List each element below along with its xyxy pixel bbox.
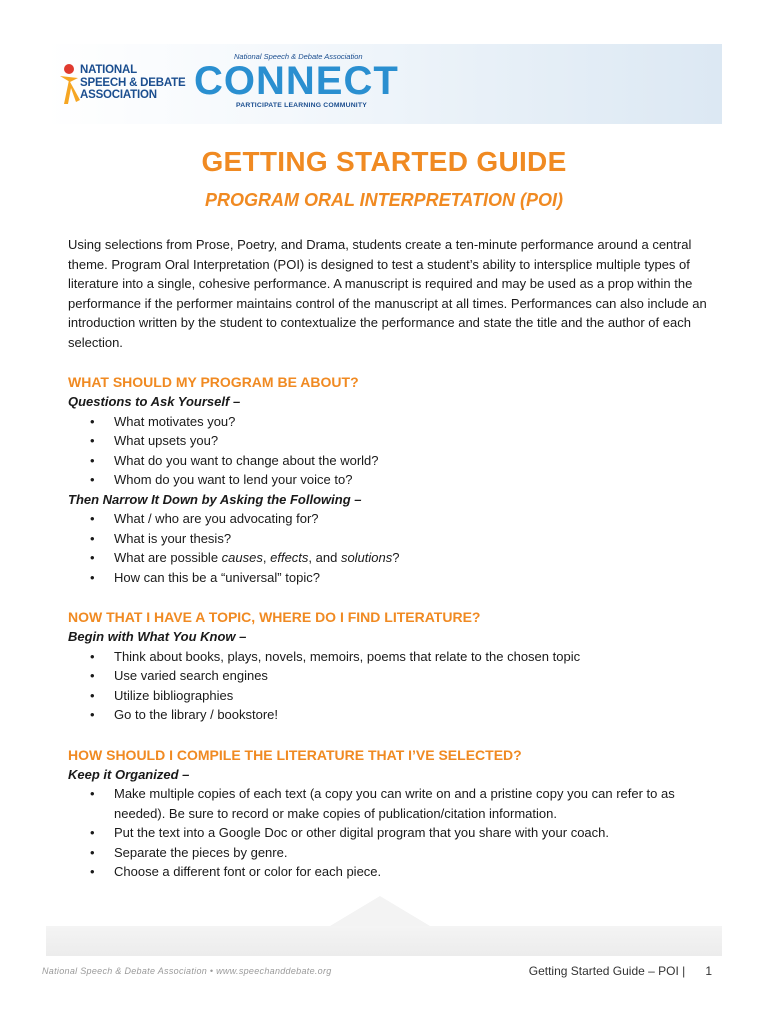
- connect-tagline: National Speech & Debate Association: [234, 52, 363, 61]
- nsda-line-1: NATIONAL: [80, 64, 137, 76]
- list-item: • What motivates you?: [114, 412, 708, 432]
- list-item: • Make multiple copies of each text (a copy you can write on and a pristine copy you can refer to as needed). Be sure to record or make copies of publication/citation information.: [114, 784, 708, 823]
- list-item: • What / who are you advocating for?: [114, 509, 708, 529]
- list-item: • Separate the pieces by genre.: [114, 843, 708, 863]
- group-label: Keep it Organized –: [68, 766, 190, 782]
- nsda-line-2: SPEECH & DEBATE: [80, 76, 186, 89]
- list-item: • What do you want to change about the world?: [114, 451, 708, 471]
- page-title: GETTING STARTED GUIDE: [201, 146, 567, 177]
- list-item: • Utilize bibliographies: [114, 686, 708, 706]
- list-item: • Use varied search engines: [114, 666, 708, 686]
- connect-wordmark: CONNECT: [194, 59, 399, 103]
- list-item: • Go to the library / bookstore!: [114, 705, 708, 725]
- intro-paragraph: Using selections from Prose, Poetry, and Drama, students create a ten-minute performance around a central theme. Program Oral Interpretation (POI) is designed to test a student’s ability to intersplice multiple types of literature into a single, cohesive performance. A manuscript is required and may be used as a prop within the performance if the performer maintains control of the manuscript at all times. Performances can also include an introduction written by the student to contextualize the performance and state the title and the author of each selection.: [68, 237, 707, 350]
- connect-subline: PARTICIPATE LEARNING COMMUNITY: [236, 102, 367, 109]
- nsda-figure-icon: [56, 62, 82, 106]
- footer-band: [46, 926, 722, 956]
- footer-organization: National Speech & Debate Association • www.speechanddebate.org: [42, 966, 332, 976]
- footer-guide-label: Getting Started Guide – POI |: [528, 964, 686, 978]
- footer-chevron-decoration: [330, 876, 430, 926]
- list-item: • Whom do you want to lend your voice to?: [114, 470, 708, 490]
- list-item: • How can this be a “universal” topic?: [114, 568, 708, 588]
- bullet-list: [68, 647, 708, 725]
- document-body: [68, 235, 708, 882]
- bullet-list: [68, 784, 708, 882]
- list-item: • Put the text into a Google Doc or other digital program that you share with your coach.: [114, 823, 708, 843]
- header-banner: [46, 44, 722, 124]
- nsda-wordmark: [80, 64, 185, 102]
- bullet-list: [68, 509, 708, 587]
- list-item: • What are possible causes, effects, and solutions?: [114, 548, 708, 568]
- bullet-list: [68, 412, 708, 490]
- list-item: • Choose a different font or color for each piece.: [114, 862, 708, 882]
- list-item: • What is your thesis?: [114, 529, 708, 549]
- group-label: Begin with What You Know –: [68, 629, 247, 644]
- section-heading-literature: NOW THAT I HAVE A TOPIC, WHERE DO I FIND LITERATURE?: [68, 609, 481, 625]
- nsda-line-3: ASSOCIATION: [80, 89, 157, 101]
- connect-logo: [194, 52, 404, 116]
- footer-page-info: [529, 964, 712, 978]
- group-label: Then Narrow It Down by Asking the Following –: [68, 491, 362, 507]
- list-item: • What upsets you?: [114, 431, 708, 451]
- group-label: Questions to Ask Yourself –: [68, 394, 241, 409]
- page-subtitle: PROGRAM ORAL INTERPRETATION (POI): [205, 190, 563, 210]
- page-number: 1: [705, 964, 712, 978]
- section-heading-program: WHAT SHOULD MY PROGRAM BE ABOUT?: [68, 374, 359, 390]
- section-heading-compile: HOW SHOULD I COMPILE THE LITERATURE THAT I’VE SELECTED?: [68, 746, 522, 763]
- list-item: • Think about books, plays, novels, memoirs, poems that relate to the chosen topic: [114, 647, 708, 667]
- nsda-logo: [56, 54, 196, 110]
